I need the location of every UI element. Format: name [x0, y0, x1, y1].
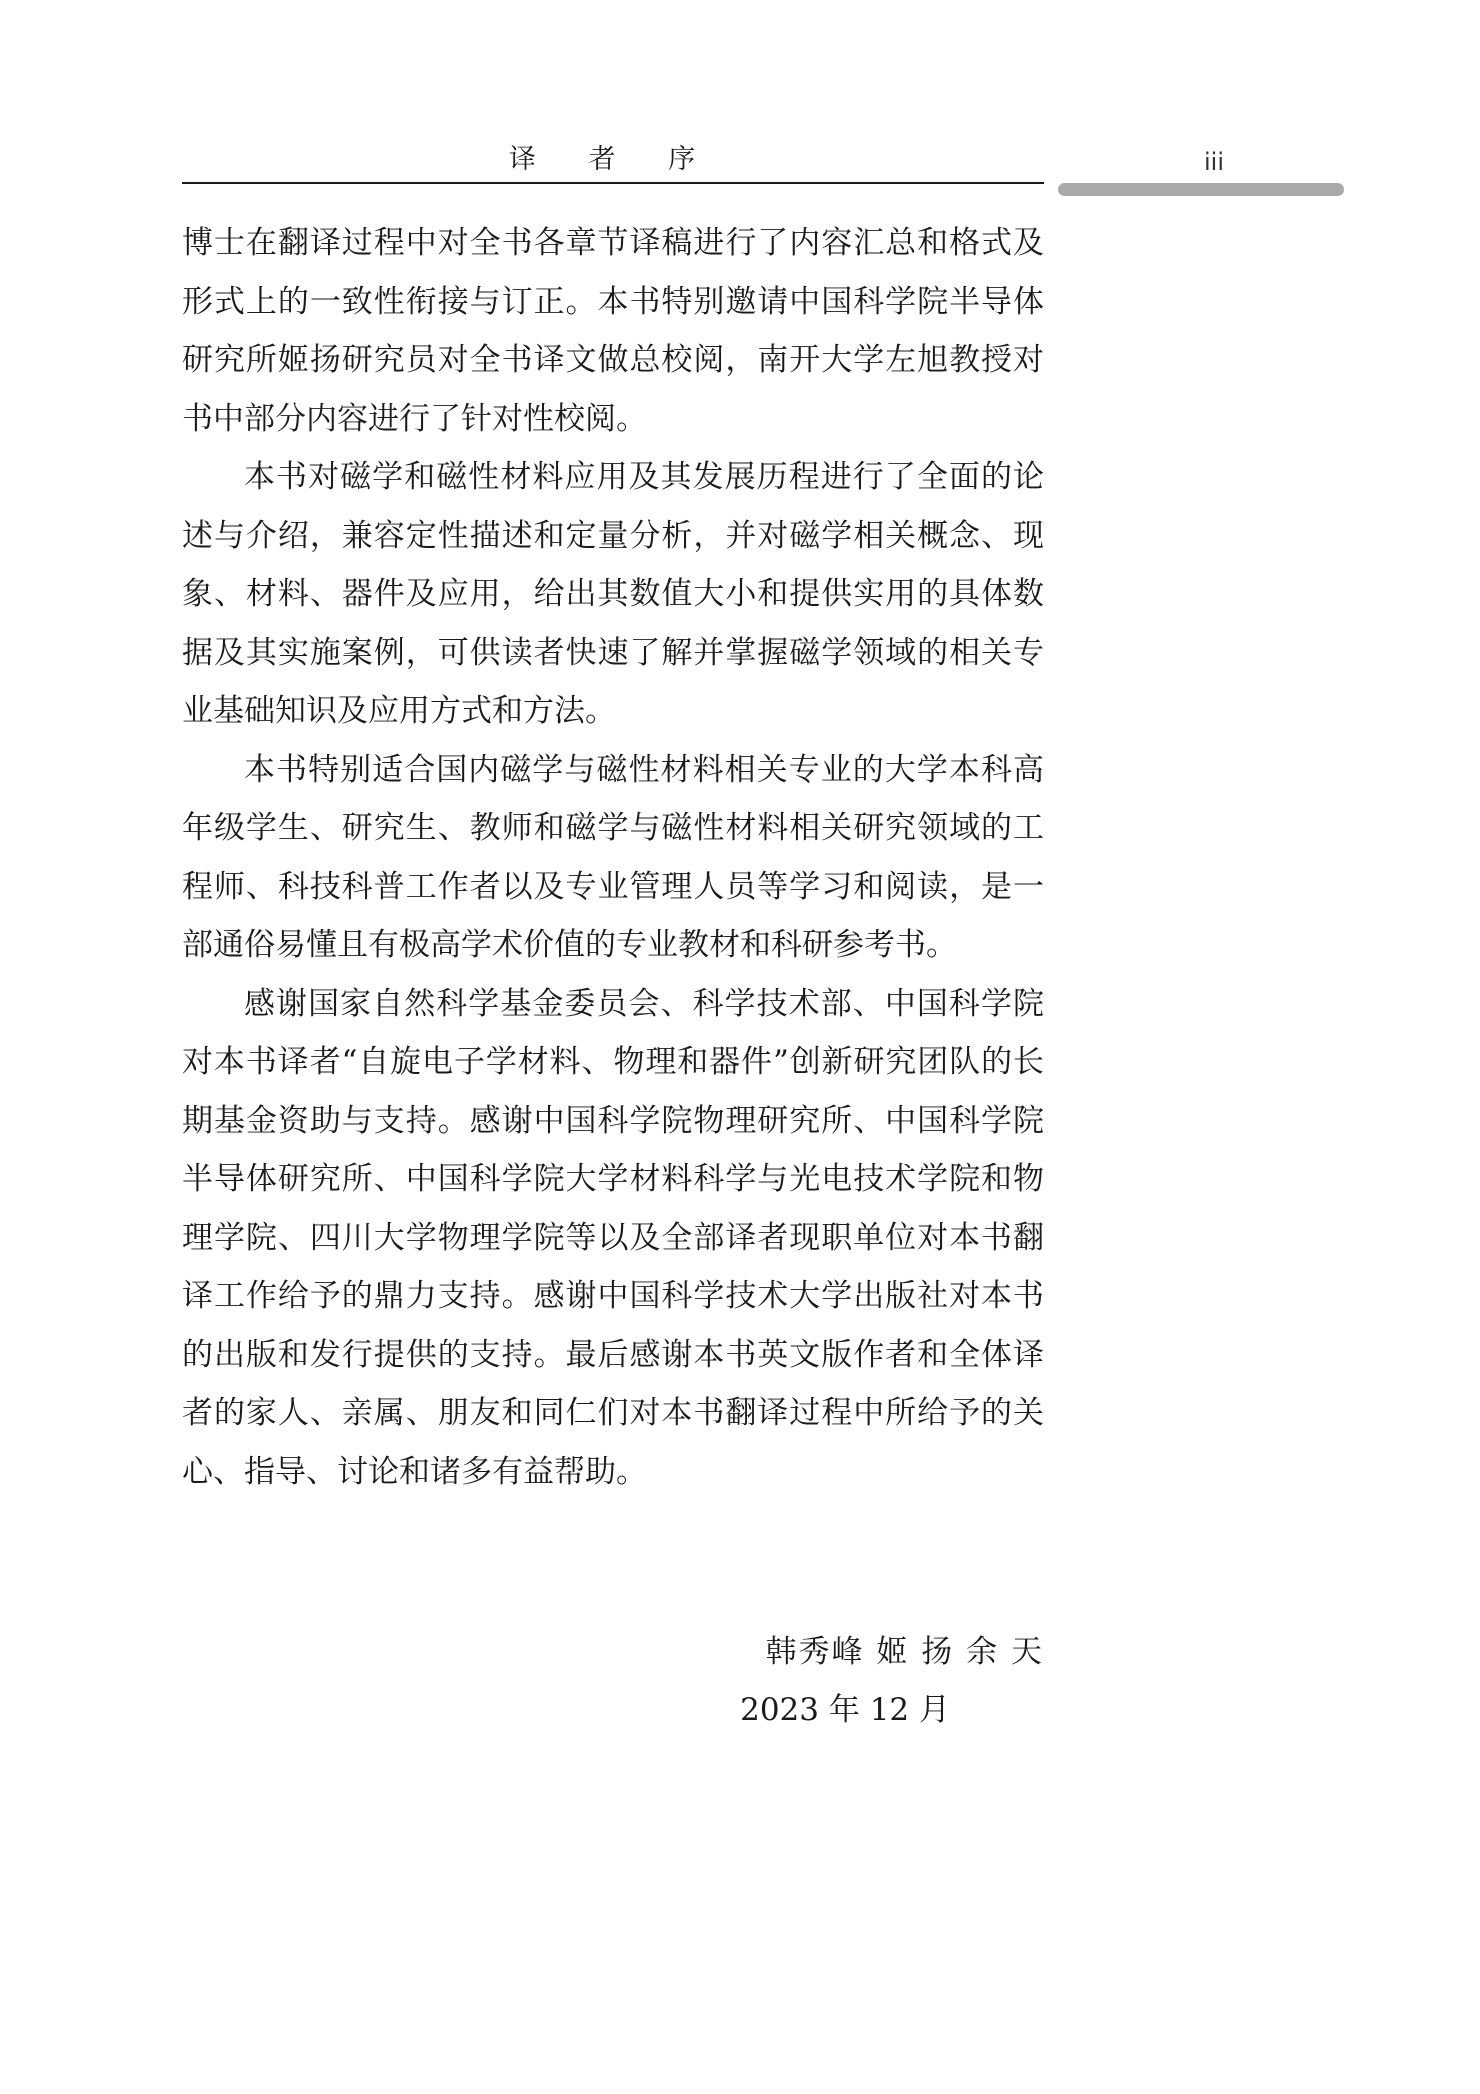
body-text [182, 214, 1044, 1501]
page-number: iii [1204, 148, 1225, 176]
chapter-tab-marker [1058, 183, 1344, 196]
paragraph-continuation: 博士在翻译过程中对全书各章节译稿进行了内容汇总和格式及形式上的一致性衔接与订正。本书特别邀请中国科学院半导体研究所姬扬研究员对全书译文做总校阅，南开大学左旭教授对书中部分内容进行了针对性校阅。 [182, 225, 1044, 437]
running-header-title: 译 者 序 [508, 144, 718, 175]
paragraph-acknowledgements: 感谢国家自然科学基金委员会、科学技术部、中国科学院对本书译者“自旋电子学材料、物理和器件”创新研究团队的长期基金资助与支持。感谢中国科学院物理研究所、中国科学院半导体研究所、中国科学院大学材料科学与光电技术学院和物理学院、四川大学物理学院等以及全部译者现职单位对本书翻译工作给予的鼎力支持。感谢中国科学技术大学出版社对本书的出版和发行提供的支持。最后感谢本书英文版作者和全体译者的家人、亲属、朋友和同仁们对本书翻译过程中所给予的关心、指导、讨论和诸多有益帮助。 [182, 985, 1044, 1490]
header-rule [182, 182, 1044, 184]
paragraph-audience: 本书特别适合国内磁学与磁性材料相关专业的大学本科高年级学生、研究生、教师和磁学与磁性材料相关研究领域的工程师、科技科普工作者以及专业管理人员等学习和阅读，是一部通俗易懂且有极高学术价值的专业教材和科研参考书。 [182, 751, 1044, 963]
signature-date: 2023 年 12 月 [740, 1692, 950, 1728]
translator-signature: 韩秀峰 姬 扬 余 天 [765, 1634, 1044, 1670]
paragraph-content-overview: 本书对磁学和磁性材料应用及其发展历程进行了全面的论述与介绍，兼容定性描述和定量分析，并对磁学相关概念、现象、材料、器件及应用，给出其数值大小和提供实用的具体数据及其实施案例，可供读者快速了解并掌握磁学领域的相关专业基础知识及应用方式和方法。 [182, 459, 1044, 729]
